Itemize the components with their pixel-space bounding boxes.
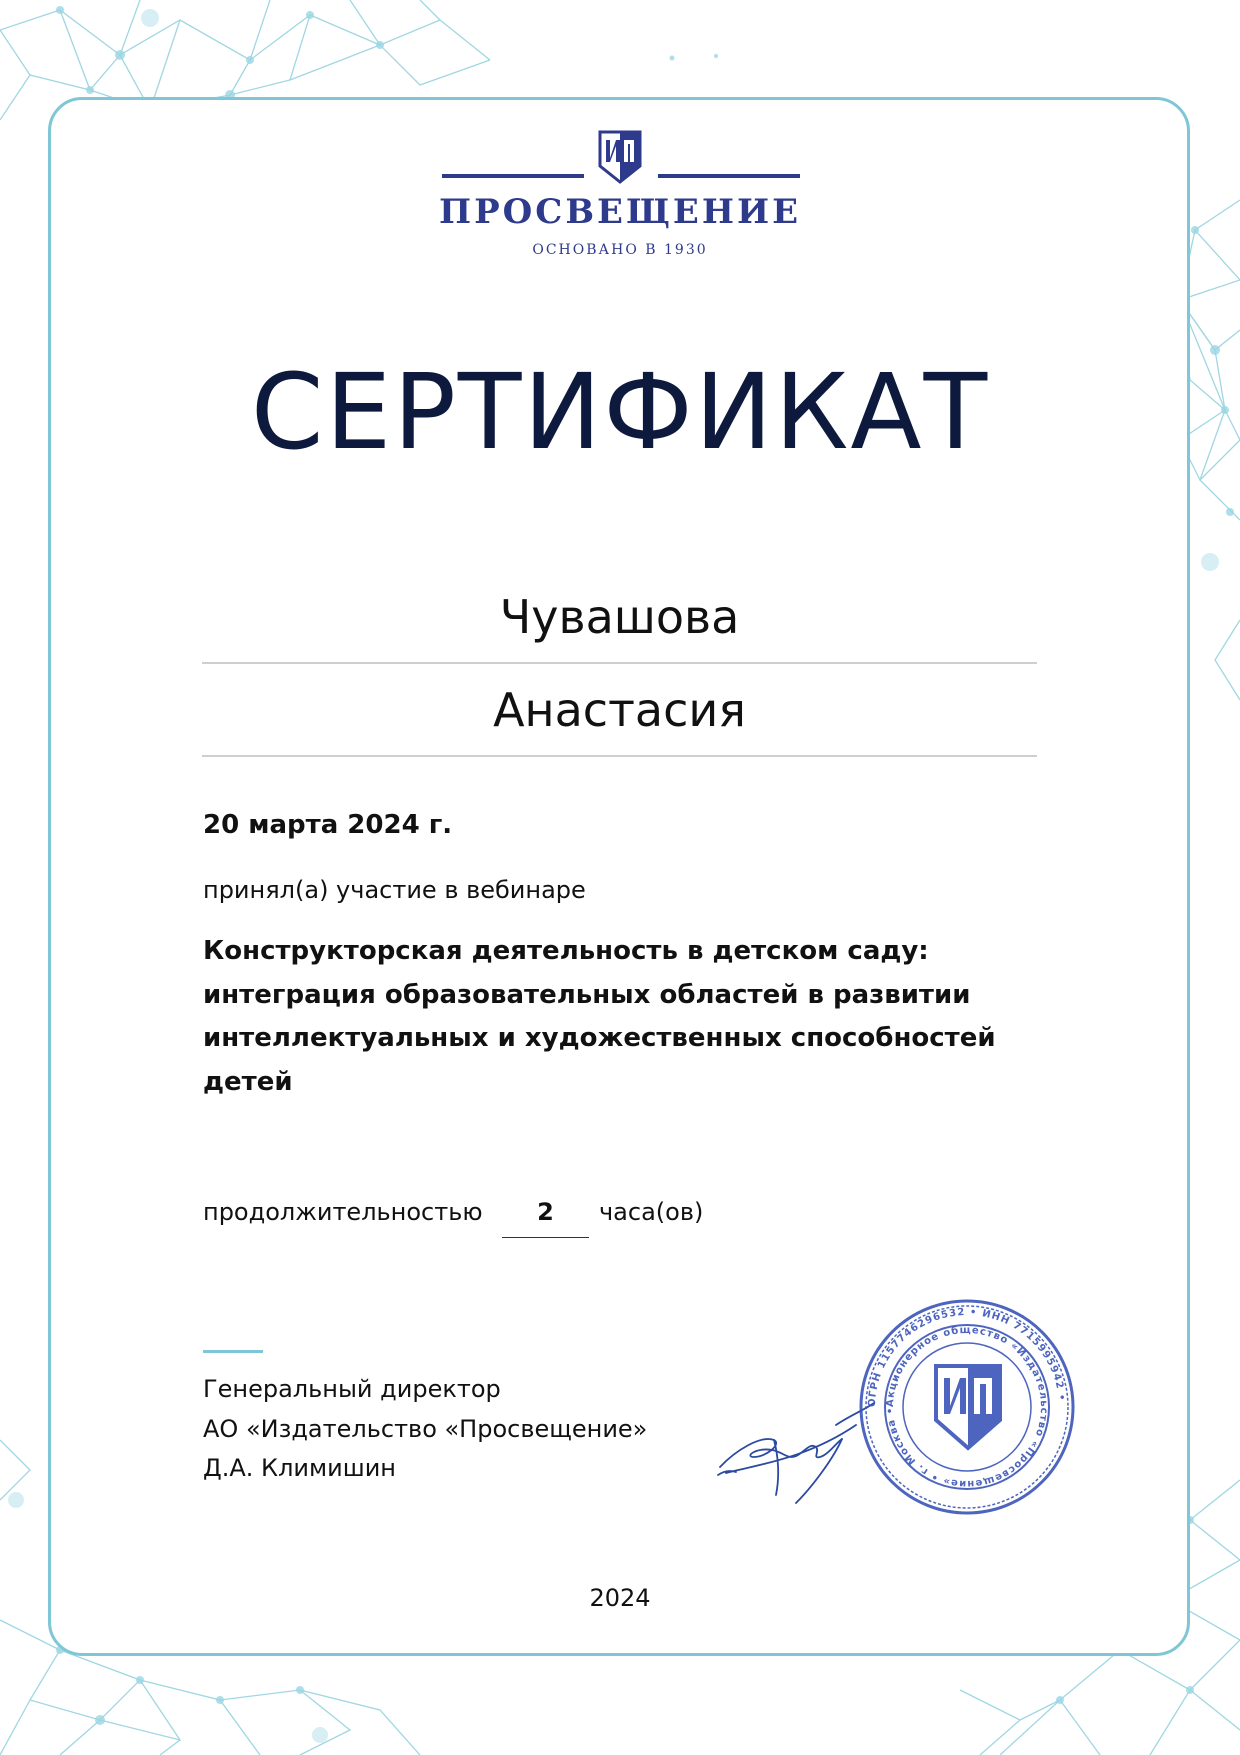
participation-text: принял(а) участие в вебинаре: [203, 876, 586, 904]
logo-line-left: [442, 174, 584, 178]
webinar-title-line: интеграция образовательных областей в развитии: [203, 979, 971, 1010]
recipient-last-name: Чувашова: [499, 590, 740, 644]
duration-unit: часа(ов): [599, 1198, 704, 1226]
signatory-name: Д.А. Климишин: [203, 1454, 396, 1482]
company-seal-stamp: [856, 1296, 1078, 1518]
name-divider-2: [202, 755, 1037, 757]
duration-label: продолжительностью: [203, 1198, 483, 1226]
handwritten-signature: [716, 1395, 876, 1505]
duration-underline: [502, 1237, 589, 1238]
certificate-year: 2024: [589, 1584, 651, 1612]
svg-text:ОГРН 1157746296532 • ИНН 77159: ОГРН 1157746296532 • ИНН 7715995942 •: [866, 1306, 1067, 1408]
signatory-organization: АО «Издательство «Просвещение»: [203, 1415, 648, 1443]
prosveshchenie-logo-icon: [598, 128, 642, 184]
logo-name: ПРОСВЕЩЕНИЕ: [438, 192, 802, 232]
duration-value: 2: [537, 1198, 554, 1226]
name-divider-1: [202, 662, 1037, 664]
webinar-title-line: детей: [203, 1066, 293, 1097]
signatory-position: Генеральный директор: [203, 1375, 501, 1403]
webinar-title: [203, 930, 1043, 1104]
accent-dash: [203, 1350, 263, 1353]
certificate-title: СЕРТИФИКАТ: [250, 351, 990, 473]
svg-text:Акционерное общество «Издатель: Акционерное общество «Издательство «Просвещение» • г. Москва •: [884, 1324, 1050, 1490]
recipient-first-name: Анастасия: [493, 683, 746, 737]
webinar-title-line: Конструкторская деятельность в детском саду:: [203, 936, 929, 966]
logo-line-right: [658, 174, 800, 178]
logo-subtitle: ОСНОВАНО В 1930: [532, 242, 708, 258]
webinar-title-line: интеллектуальных и художественных способностей: [203, 1023, 996, 1053]
event-date: 20 марта 2024 г.: [203, 810, 453, 840]
